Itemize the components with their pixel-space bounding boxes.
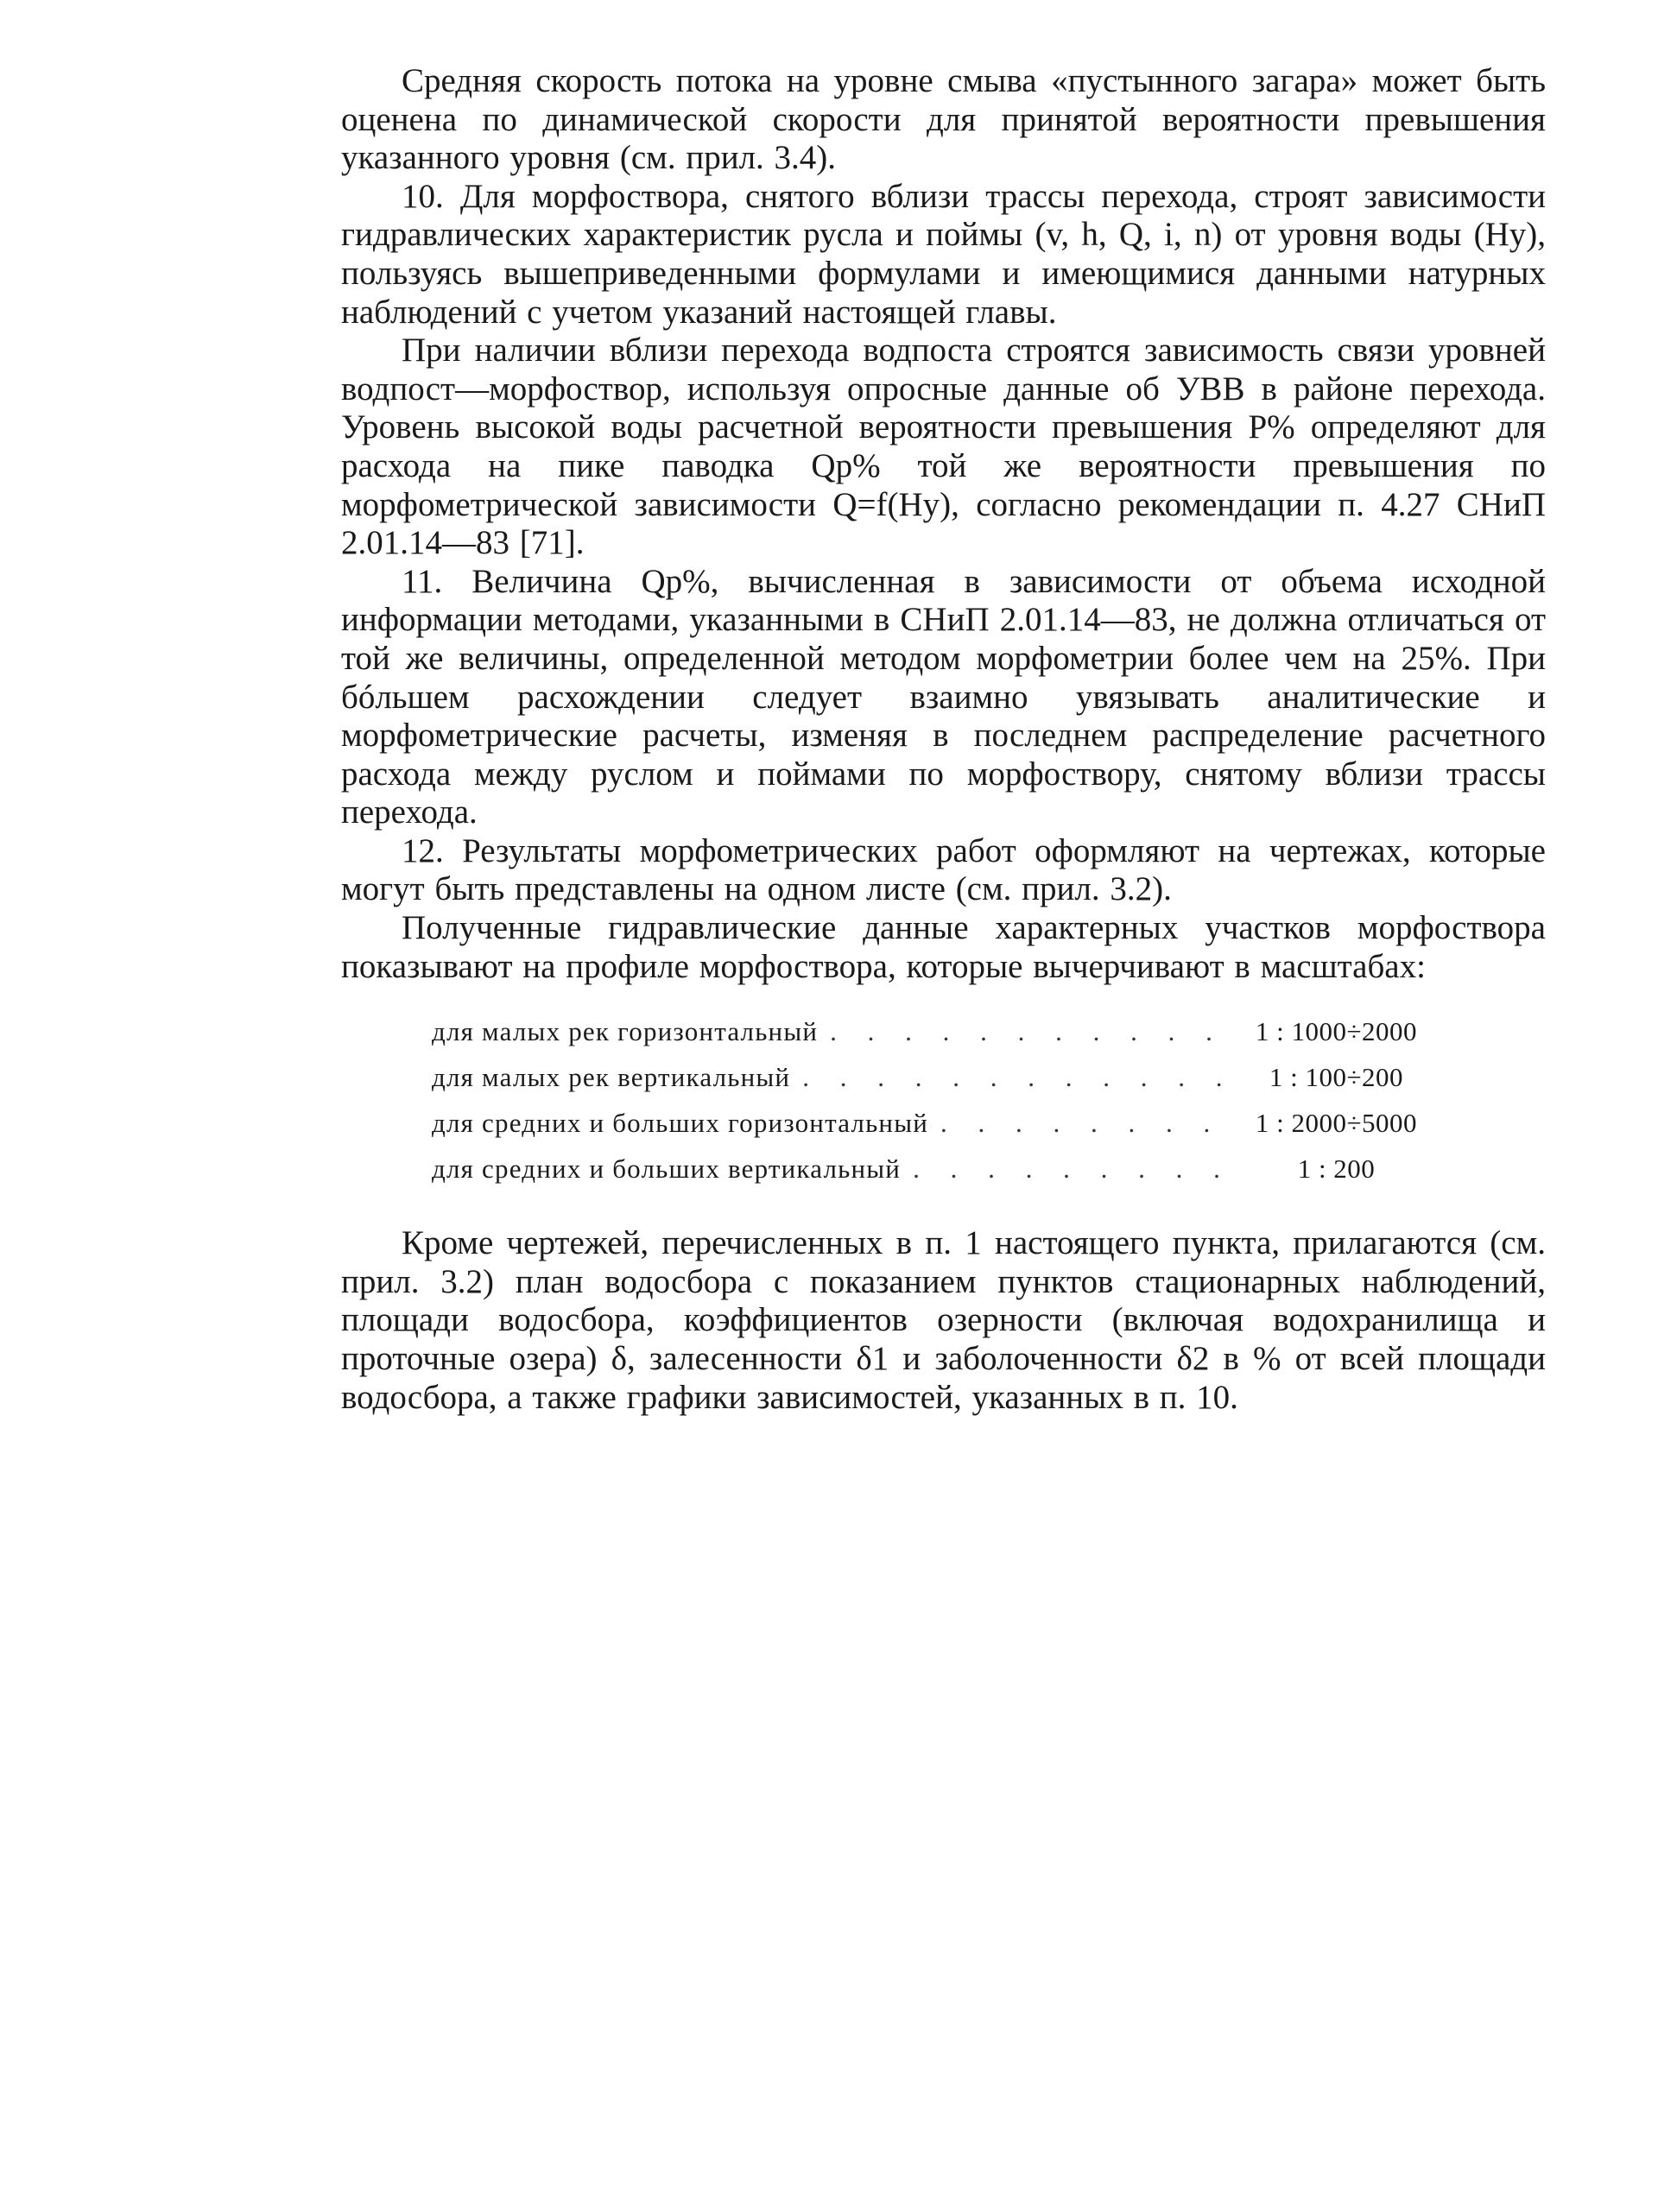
scale-label: для средних и больших вертикальный (432, 1153, 902, 1185)
paragraph-item-12: 12. Результаты морфометрических работ оформляют на чертежах, которые могут быть представлены на одном листе (см. прил. 3.2). (341, 831, 1546, 908)
scale-row (432, 1146, 1451, 1191)
scale-ratio: 1 : 2000÷5000 (1255, 1108, 1418, 1139)
leader-dots (818, 1008, 1222, 1054)
paragraph-scales-intro: Полученные гидравлические данные характерных участков морфоствора показывают на профиле морфоствора, которые вычерчивают в масштабах: (341, 909, 1546, 985)
paragraph-item-11: 11. Величина Qp%, вычисленная в зависимости от объема исходной информации методами, указанными в СНиП 2.01.14—83, не должна отличаться от той же величины, определенной методом морфометрии более чем на 25%. При бóльшем расхождении следует взаимно увязывать аналитические и морфометрические расчеты, изменяя в последнем распределение расчетного расхода между руслом и поймами по морфоствору, снятому вблизи трассы перехода. (341, 562, 1546, 831)
scale-row (432, 1008, 1451, 1054)
scale-list (432, 1008, 1546, 1191)
paragraph-item-10: 10. Для морфоствора, снятого вблизи трассы перехода, строят зависимости гидравлических характеристик русла и поймы (v, h, Q, i, n) от уровня воды (Hу), пользуясь вышеприведенными формулами и имеющимися данными натурных наблюдений с учетом указаний настоящей главы. (341, 177, 1546, 331)
scale-label: для средних и больших горизонтальный (432, 1108, 929, 1139)
scale-ratio: 1 : 1000÷2000 (1255, 1016, 1418, 1047)
scale-ratio: 1 : 200 (1297, 1153, 1376, 1185)
paragraphs-bottom (341, 1224, 1546, 1417)
document-page (341, 52, 1546, 1417)
scale-ratio: 1 : 100÷200 (1269, 1062, 1404, 1093)
scale-row (432, 1100, 1451, 1146)
leader-dots (790, 1054, 1222, 1100)
scale-label: для малых рек горизонтальный (432, 1016, 819, 1047)
paragraphs-top (341, 62, 1546, 986)
leader-dots (901, 1146, 1222, 1191)
scale-row (432, 1054, 1451, 1100)
paragraph-intro: Средняя скорость потока на уровне смыва «пустынного загара» может быть оценена по динамической скорости для принятой вероятности превышения указанного уровня (см. прил. 3.4). (341, 62, 1546, 177)
scale-label: для малых рек вертикальный (432, 1062, 791, 1093)
paragraph-water-post: При наличии вблизи перехода водпоста строятся зависимость связи уровней водпост—морфоствор, используя опросные данные об УВВ в районе перехода. Уровень высокой воды расчетной вероятности превышения P% определяют для расхода на пике паводка Qp% той же вероятности превышения по морфометрической зависимости Q=f(Hу), согласно рекомендации п. 4.27 СНиП 2.01.14—83 [71]. (341, 332, 1546, 562)
leader-dots (928, 1100, 1222, 1146)
paragraph-attachments: Кроме чертежей, перечисленных в п. 1 настоящего пункта, прилагаются (см. прил. 3.2) план водосбора с показанием пунктов стационарных наблюдений, площади водосбора, коэффициентов озерности (включая водохранилища и проточные озера) δ, залесенности δ1 и заболоченности δ2 в % от всей площади водосбора, а также графики зависимостей, указанных в п. 10. (341, 1224, 1546, 1416)
